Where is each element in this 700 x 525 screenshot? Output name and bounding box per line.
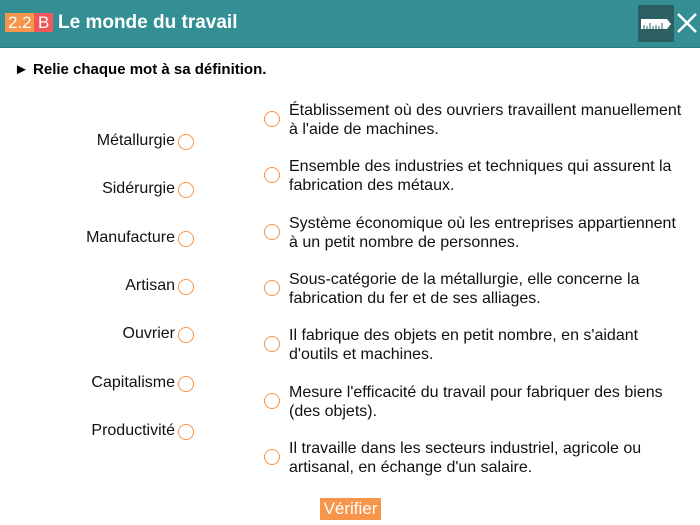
definition-connector[interactable] <box>264 336 280 352</box>
word-connector[interactable] <box>178 424 194 440</box>
word-label: Manufacture <box>86 228 175 246</box>
definition-text: Système économique où les entreprises appartiennent à un petit nombre de personnes. <box>289 214 676 251</box>
word-connector[interactable] <box>178 327 194 343</box>
definition-text: Il fabrique des objets en petit nombre, en s'aidant d'outils et machines. <box>289 327 639 364</box>
definition-connector[interactable] <box>264 167 280 183</box>
definition-connector[interactable] <box>264 111 280 127</box>
ruler-icon <box>640 17 672 31</box>
definition-text: Il travaille dans les secteurs industriel, agricole ou artisanal, en échange d'un salaire. <box>289 439 642 476</box>
word-connector[interactable] <box>178 279 194 295</box>
definition-text: Ensemble des industries et techniques qui assurent la fabrication des métaux. <box>289 158 672 195</box>
word-connector[interactable] <box>178 376 194 392</box>
instruction: ► Relie chaque mot à sa définition. <box>14 61 267 78</box>
word-label: Productivité <box>91 421 175 439</box>
definition-connector[interactable] <box>264 393 280 409</box>
word-connector[interactable] <box>178 182 194 198</box>
word-label: Sidérurgie <box>102 180 175 198</box>
definition-text: Sous-catégorie de la métallurgie, elle concerne la fabrication du fer et de ses alliages. <box>289 270 640 307</box>
definition-text: Établissement où des ouvriers travaillent manuellement à l'aide de machines. <box>289 102 682 138</box>
definition-connector[interactable] <box>264 280 280 296</box>
word-connector[interactable] <box>178 231 194 247</box>
word-label: Capitalisme <box>91 373 175 391</box>
page-title: Le monde du travail <box>58 12 238 33</box>
header-bar <box>0 0 700 48</box>
definition-connector[interactable] <box>264 449 280 465</box>
definition-connector[interactable] <box>264 224 280 240</box>
word-label: Artisan <box>125 276 175 294</box>
close-icon[interactable] <box>676 10 698 36</box>
word-label: Ouvrier <box>122 325 175 343</box>
section-number-badge: 2.2 <box>5 13 35 32</box>
verify-button[interactable]: Vérifier <box>320 498 381 520</box>
word-label: Métallurgie <box>96 132 175 149</box>
definition-text: Mesure l'efficacité du travail pour fabriquer des biens (des objets). <box>289 383 663 420</box>
word-connector[interactable] <box>178 134 194 150</box>
ruler-button[interactable] <box>638 5 674 42</box>
section-part-badge: B <box>34 13 53 32</box>
